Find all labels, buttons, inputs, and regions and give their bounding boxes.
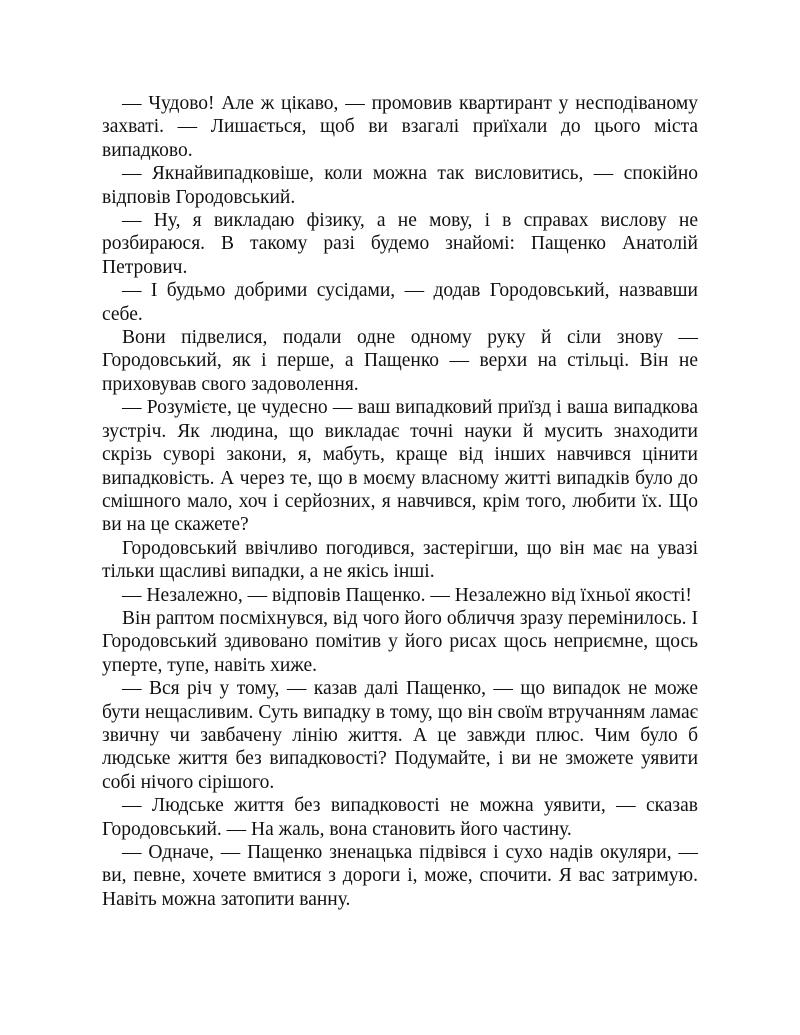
paragraph-3: — Ну, я викладаю фізику, а не мову, і в справах вислову не розбираюся. В такому разі будемо знайомі: Пащенко Анатолій Петрович.: [102, 210, 698, 278]
paragraph-8: — Незалежно, — відповів Пащенко. — Незалежно від їхньої якості!: [122, 584, 692, 606]
paragraph-12: — Одначе, — Пащенко зненацька підвівся і сухо надів окуляри, — ви, певне, хочете вмитися з дороги і, може, спочити. Я вас затримую. Навіть можна затопити ванну.: [102, 842, 698, 910]
paragraph-4: — І будьмо добрими сусідами, — додав Городовський, назвавши себе.: [102, 280, 698, 325]
book-page: [102, 92, 698, 911]
paragraph-9: Він раптом посміхнувся, від чого його обличчя зразу перемінилось. І Городовський здивовано помітив у його рисах щось неприємне, щось уперте, тупе, навіть хиже.: [102, 607, 698, 676]
paragraph-5: Вони підвелися, подали одне одному руку й сіли знову — Городовський, як і перше, а Пащенко — верхи на стільці. Він не приховував свого задоволення.: [102, 327, 698, 395]
paragraph-1: — Чудово! Але ж цікаво, — промовив квартирант у несподіваному захваті. — Лишається, щоб ви взагалі приїхали до цього міста випадково.: [102, 93, 698, 161]
paragraph-2: — Якнайвипадковіше, коли можна так висловитись, — спокійно відповів Городовський.: [102, 163, 698, 208]
paragraph-6: — Розумієте, це чудесно — ваш випадковий приїзд і ваша випадкова зустріч. Як людина, що викладає точні науки й мусить знаходити скрізь суворі закони, я, мабуть, краще від інших навчився цінити випадковість. А через те, що в моєму власному житті випадків було до смішного мало, хоч і серйозних, я навчився, крім того, любити їх. Що ви на це скажете?: [102, 397, 698, 536]
paragraph-10: — Вся річ у тому, — казав далі Пащенко, — що випадок не може бути нещасливим. Суть випадку в тому, що він своїм втручанням ламає звичну чи завбачену лінію життя. А це завжди плюс. Чим було б людське життя без випадковості? Подумайте, і ви не зможете уявити собі нічого сірішого.: [102, 678, 698, 793]
paragraph-7: Городовський ввічливо погодився, застерігши, що він має на увазі тільки щасливі випадки, а не якісь інші.: [102, 537, 698, 583]
paragraph-11: — Людське життя без випадковості не можна уявити, — сказав Городовський. — На жаль, вона становить його частину.: [102, 795, 698, 840]
